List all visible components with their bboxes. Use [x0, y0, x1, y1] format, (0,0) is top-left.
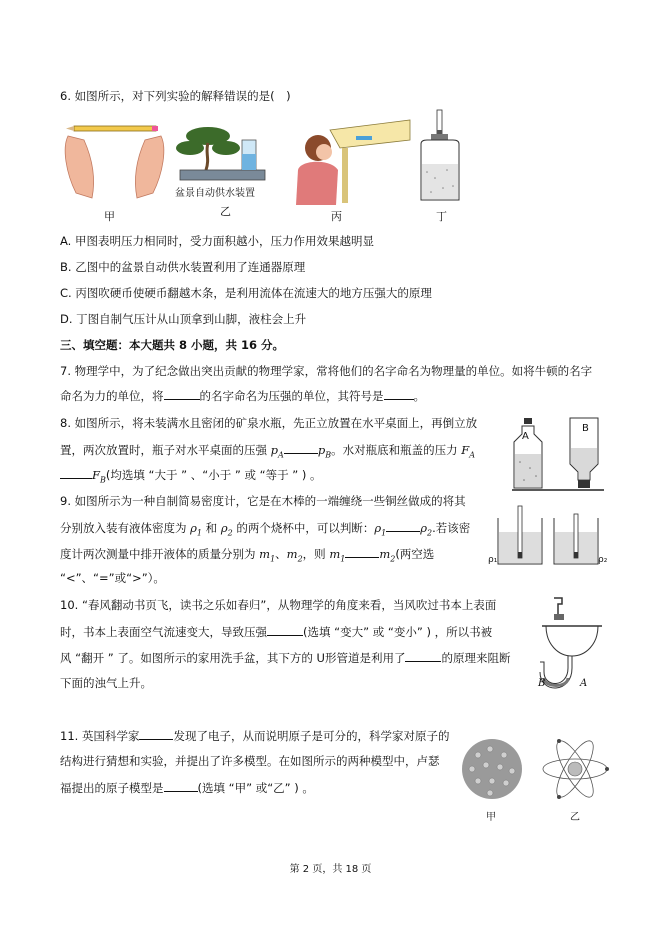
q7-line2: 命名为力的单位，将 的名字命名为压强的单位，其符号是 。 [60, 389, 425, 403]
q8-blank-1[interactable] [284, 441, 318, 454]
q8-line2: 置，两次放置时，瓶子对水平桌面的压强 $p_A$ $p_B$。水对瓶底和瓶盖的压力 $F_A$ [60, 443, 475, 460]
atom-model-yi-label: 乙 [570, 812, 580, 823]
atom-model-jia-label: 甲 [486, 812, 496, 823]
q10-blank-2[interactable] [405, 649, 441, 662]
bottle-a-label: A [522, 431, 529, 442]
q9-line4: “<”、“=”或“>”）。 [60, 571, 165, 585]
trap-b-label: B [538, 678, 546, 689]
q10-line2: 时，书本上表面空气流速变大，导致压强 (选填 “变大” 或 “变小” ) ，所以书被 [60, 625, 493, 639]
bonsai-caption: 盆景自动供水装置 [175, 188, 255, 199]
fig-jia-label: 甲 [104, 210, 115, 223]
q6-option-a: A. 甲图表明压力相同时，受力面积越小，压力作用效果越明显 [60, 234, 374, 248]
q6-option-d: D. 丁图自制气压计从山顶拿到山脚，液柱会上升 [60, 312, 307, 326]
fig-atom-models [460, 735, 610, 805]
q8-line3: $F_B$(均选填 “大于 ” 、“小于 ” 或 “等于 ” ) 。 [60, 466, 322, 488]
fig-ding-label: 丁 [436, 210, 447, 223]
q11-blank-2[interactable] [164, 779, 198, 792]
q6-option-c: C. 丙图吹硬币使硬币翻越木条，是利用流体在流速大的地方压强大的原理 [60, 286, 432, 300]
q9-line2: 分别放入装有液体密度为 $\rho_1$ 和 $\rho_2$ 的两个烧杯中，可以判断：$\rho_1$ $\rho_2$.若该密 [60, 521, 471, 538]
q9-line1: 9. 如图所示为一种自制简易密度计，它是在木棒的一端缠绕一些铜丝做成的将其 [60, 494, 466, 508]
q7-blank-1[interactable] [164, 387, 200, 400]
q6-option-b: B. 乙图中的盆景自动供水装置利用了连通器原理 [60, 260, 306, 274]
fig-bing-label: 丙 [331, 210, 342, 223]
q10-blank-1[interactable] [267, 623, 303, 636]
page-footer: 第 2 页，共 18 页 [289, 864, 372, 875]
fig-ding-barometer [413, 108, 468, 204]
fig-bottles-ab [512, 418, 604, 494]
q11-blank-1[interactable] [139, 727, 173, 740]
q11-line2: 结构进行猜想和实验，并提出了许多模型。在如图所示的两种模型中，卢瑟 [60, 754, 440, 768]
fig-densimeter-beakers [494, 504, 604, 570]
section-fill-in-title: 三、填空题：本大题共 8 小题，共 16 分。 [60, 338, 285, 352]
fig-jia-hands-pencil [62, 118, 167, 208]
fig-bing-blow-coin [290, 110, 410, 205]
q10-line4: 下面的浊气上升。 [60, 676, 152, 690]
q11-line3: 福提出的原子模型是 (选填 “甲” 或“乙” ) 。 [60, 781, 314, 795]
q9-line3: 度计两次测量中排开液体的质量分别为 $m_1$、$m_2$，则 $m_1$ $m_2$(两空选 [60, 547, 435, 564]
q10-line1: 10. “春风翻动书页飞，读书之乐如春归”，从物理学的角度来看，当风吹过书本上表面 [60, 598, 497, 612]
q7-line1: 7. 物理学中，为了纪念做出突出贡献的物理学家，常将他们的名字命名为物理量的单位。如将牛顿的名字 [60, 364, 593, 378]
q8-blank-2[interactable] [60, 466, 92, 479]
q9-blank-1[interactable] [386, 519, 420, 532]
fig-rho1-label: ρ₁ [488, 555, 498, 565]
q11-line1: 11. 英国科学家 发现了电子，从而说明原子是可分的，科学家对原子的 [60, 729, 450, 743]
fig-yi-label: 乙 [220, 205, 231, 218]
bottle-b-label: B [582, 423, 589, 434]
q6-stem: 6. 如图所示，对下列实验的解释错误的是( ) [60, 89, 291, 103]
fig-rho2-label: ρ₂ [598, 555, 608, 565]
q7-blank-2[interactable] [384, 387, 414, 400]
q8-line1: 8. 如图所示，将未装满水且密闭的矿泉水瓶，先正立放置在水平桌面上，再倒立放 [60, 416, 478, 430]
q9-blank-2[interactable] [345, 545, 379, 558]
trap-a-label: A [580, 678, 588, 689]
q10-line3: 风 “翻开 ” 了。如图所示的家用洗手盆，其下方的 U形管道是利用了 的原理来阻断 [60, 651, 511, 665]
